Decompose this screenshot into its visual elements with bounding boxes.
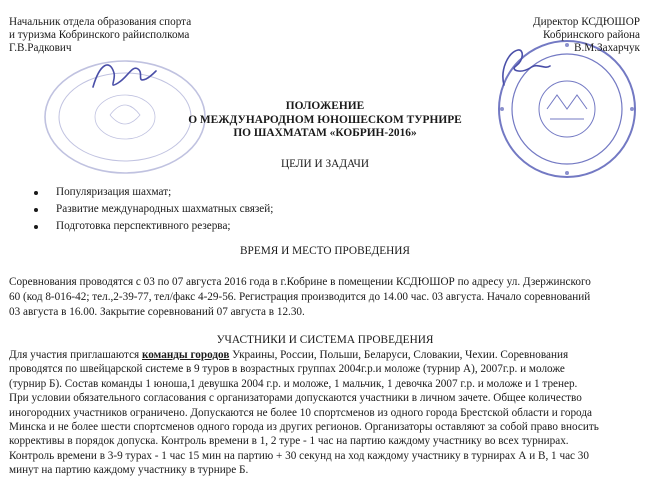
approval-left-position: Начальник отдела образования спорта — [9, 16, 192, 28]
time-place-line: 60 (код 8-016-42; тел.,2-39-77, тел/факс 4-29-56. Регистрация производится до 14.00 час. 03 августа. Начало соревнований — [9, 291, 591, 303]
participants-line: Минска и не более шести спортсменов одного города из других регионов. Организаторы оставляют за собой право вносить — [9, 421, 599, 434]
approval-right — [500, 16, 640, 55]
approval-left-name: Г.В.Радкович — [9, 42, 72, 54]
participants-highlight: команды городов — [142, 349, 230, 361]
goals-list-item: Подготовка перспективного резерва; — [32, 218, 273, 235]
time-place-heading: ВРЕМЯ И МЕСТО ПРОВЕДЕНИЯ — [240, 245, 410, 257]
goals-list — [32, 184, 273, 235]
approval-left-organization: и туризма Кобринского райисполкома — [9, 29, 190, 41]
participants-heading: УЧАСТНИКИ И СИСТЕМА ПРОВЕДЕНИЯ — [216, 334, 434, 346]
time-place-line: Соревнования проводятся с 03 по 07 августа 2016 года в г.Кобрине в помещении КСДЮШОР по адресу ул. Дзержинского — [9, 276, 591, 288]
left-signature — [88, 55, 158, 95]
goals-heading: ЦЕЛИ И ЗАДАЧИ — [280, 158, 369, 170]
participants-line: (турнир Б). Состав команды 1 юноша,1 девушка 2004 г.р. и моложе, 1 мальчик, 1 девочка 2007 г.р. и моложе и 1 тренер. — [9, 377, 578, 390]
participants-line-start: Для участия приглашаются — [9, 349, 142, 361]
participants-paragraph — [9, 348, 641, 478]
time-place-line: 03 августа в 16.00. Закрытие соревнований 07 августа в 12.30. — [9, 306, 305, 318]
document-title — [0, 100, 650, 141]
participants-line: проводятся по швейцарской системе в 9 туров в возрастных группах 2004г.р.и моложе (турнир А), 2007г.р. и моложе — [9, 363, 565, 376]
goals-list-item: Популяризация шахмат; — [32, 184, 273, 201]
title-line-1: ПОЛОЖЕНИЕ — [285, 100, 365, 112]
approval-right-position: Директор КСДЮШОР — [533, 16, 640, 28]
approval-right-name: В.М.Захарчук — [574, 42, 640, 54]
participants-line: коррективы в порядок допуска. Контроль времени в 1, 2 туре - 1 час на партию каждому участнику во всех турнирах. — [9, 435, 569, 448]
title-line-3: ПО ШАХМАТАМ «КОБРИН-2016» — [233, 127, 417, 139]
approval-right-organization: Кобринского района — [543, 29, 640, 41]
participants-line: минут на партию каждому участнику в турнире Б. — [9, 464, 249, 477]
participants-line-end: Украины, России, Польши, Беларуси, Словакии, Чехии. Соревнования — [229, 349, 569, 361]
participants-line: Контроль времени в 3-9 турах - 1 час 15 мин на партию + 30 секунд на ход каждому участнику в турнирах А и В, 1 час 30 — [9, 449, 589, 462]
participants-line: При условии обязательного согласования с организаторами допускаются участники в личном зачете. Общее количество — [9, 392, 582, 405]
title-line-2: О МЕЖДУНАРОДНОМ ЮНОШЕСКОМ ТУРНИРЕ — [188, 113, 462, 126]
participants-line — [9, 348, 641, 362]
time-place-paragraph — [9, 275, 641, 320]
approval-left — [9, 16, 259, 55]
participants-line: иногородних участников ограничено. Допускаются не более 10 спортсменов из одного города Брестской области и города — [9, 406, 592, 419]
goals-list-item: Развитие международных шахматных связей; — [32, 201, 273, 218]
